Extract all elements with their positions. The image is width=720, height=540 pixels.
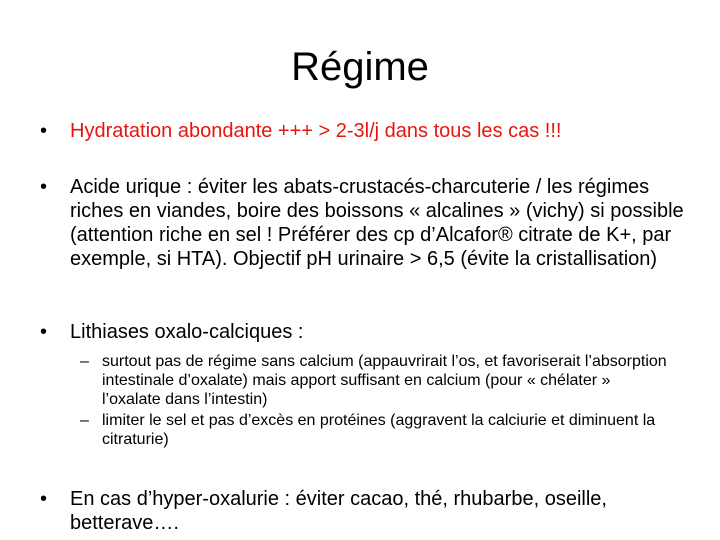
- bullet-hyper-oxalurie: [40, 487, 690, 535]
- bullet-acide-urique-text: Acide urique : éviter les abats-crustacés-charcuterie / les régimes riches en viandes, boire des boissons « alcalines » (vichy) si possible (attention riche en sel ! Préférer des cp d’Alcafor® citrate de K+, par exemple, si HTA). Objectif pH urinaire > 6,5 (évite la cristallisation): [70, 176, 684, 270]
- bullet-hydratation-text: Hydratation abondante +++ > 2-3l/j dans tous les cas !!!: [70, 120, 562, 142]
- bullet-hyper-oxalurie-text: En cas d’hyper-oxalurie : éviter cacao, thé, rhubarbe, oseille, betterave….: [70, 488, 607, 534]
- bullet-hydratation: [40, 119, 690, 143]
- bullet-icon: •: [40, 488, 48, 510]
- dash-icon: –: [80, 353, 89, 370]
- bullet-icon: •: [40, 321, 48, 343]
- dash-icon: –: [80, 412, 89, 429]
- bullet-acide-urique: [40, 175, 690, 271]
- sub-item-calcium: [80, 352, 670, 409]
- sub-item-sel: [80, 411, 670, 449]
- slide-title: Régime: [291, 45, 429, 89]
- bullet-icon: •: [40, 176, 48, 198]
- lithiases-sublist: [80, 352, 670, 451]
- bullet-lithiases-text: Lithiases oxalo-calciques :: [70, 321, 304, 343]
- sub-item-calcium-text: surtout pas de régime sans calcium (appauvrirait l’os, et favoriserait l’absorption intestinale d’oxalate) mais apport suffisant en calcium (pour « chélater » l’oxalate dans l’intestin): [102, 353, 667, 408]
- bullet-lithiases: [40, 320, 690, 344]
- bullet-icon: •: [40, 120, 48, 142]
- sub-item-sel-text: limiter le sel et pas d’excès en protéines (aggravent la calciurie et diminuent la citraturie): [102, 412, 656, 448]
